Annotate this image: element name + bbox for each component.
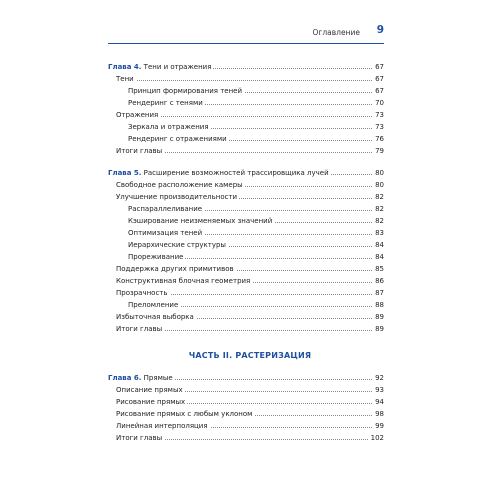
toc-entry-title: Рисование прямых [116,398,186,406]
toc-entry-title: Оптимизация теней [128,229,203,237]
toc-entry-title: Прямые [143,374,173,382]
toc-entry-title: Описание прямых [116,386,183,394]
chapter-label: Глава 4. [108,63,142,71]
toc-entry-title: Тени [116,75,134,83]
chapter-label: Глава 5. [108,169,142,177]
part-heading: ЧАСТЬ II. РАСТЕРИЗАЦИЯ [188,351,312,360]
toc-entry[interactable] [116,191,384,203]
toc-page-number: 82 [375,205,384,213]
toc-entry-title: Рисование прямых с любым уклоном [116,410,253,418]
header-page-number: 9 [376,24,384,36]
dot-leader [116,80,384,81]
toc-entry-title: Линейная интерполяция [116,422,208,430]
toc-page-number: 85 [375,265,384,273]
toc-page-number: 94 [375,398,384,406]
toc-page-number: 83 [375,229,384,237]
toc-entry[interactable] [116,179,384,191]
toc-page-number: 82 [375,193,384,201]
toc-entry[interactable] [116,287,384,299]
toc-page-number: 102 [370,434,384,442]
header-rule [108,43,384,44]
toc-entry[interactable] [128,85,384,97]
toc-entry-title: Зеркала и отражения [128,123,209,131]
toc-entry[interactable] [116,432,384,444]
toc-page-number: 87 [375,289,384,297]
toc-entry[interactable] [116,420,384,432]
toc-entry[interactable] [116,263,384,275]
toc-entry-title: Отражения [116,111,159,119]
toc-entry[interactable] [128,203,384,215]
toc-page-number: 67 [375,63,384,71]
toc-entry-title: Тени и отражения [143,63,212,71]
toc-entry-title: Иерархические структуры [128,241,226,249]
toc-page-number: 76 [375,135,384,143]
toc-entry-title: Прозрачность [116,289,168,297]
toc-page-number: 92 [375,374,384,382]
toc-entry-title: Принцип формирования теней [128,87,243,95]
toc-chapter-4[interactable] [108,61,384,73]
toc-entry[interactable] [116,323,384,335]
toc-page-number: 99 [375,422,384,430]
toc-entry-title: Поддержка других примитивов [116,265,234,273]
toc-entry-title: Итоги главы [116,325,163,333]
toc-entry[interactable] [128,251,384,263]
toc-entry-title: Рендеринг с тенями [128,99,203,107]
toc-page-number: 98 [375,410,384,418]
toc-entry[interactable] [128,133,384,145]
running-header [108,24,384,40]
toc-entry[interactable] [116,396,384,408]
toc-entry[interactable] [128,121,384,133]
toc-entry[interactable] [128,97,384,109]
toc-page-number: 79 [375,147,384,155]
toc-entry[interactable] [128,215,384,227]
toc-entry[interactable] [116,275,384,287]
toc-entry-title: Улучшение производительности [116,193,238,201]
toc-page-number: 80 [375,181,384,189]
toc-entry-title: Кэширование неизменяемых значений [128,217,273,225]
toc-entry-title: Итоги главы [116,434,163,442]
header-title: Оглавление [312,28,360,37]
toc-page-number: 80 [375,169,384,177]
toc-entry-title: Распараллеливание [128,205,203,213]
toc-entry[interactable] [116,384,384,396]
toc-entry-title: Расширение возможностей трассировщика лучей [143,169,329,177]
toc-entry-title: Избыточная выборка [116,313,194,321]
toc-page-number: 84 [375,241,384,249]
toc-entry[interactable] [128,227,384,239]
toc-page-number: 82 [375,217,384,225]
toc-entry-title: Итоги главы [116,147,163,155]
toc-entry[interactable] [116,408,384,420]
toc-entry-title: Рендеринг с отражениями [128,135,227,143]
toc-page-number: 93 [375,386,384,394]
toc-entry[interactable] [116,73,384,85]
toc-entry[interactable] [128,239,384,251]
toc-page-number: 86 [375,277,384,285]
toc-entry[interactable] [128,299,384,311]
toc-page-number: 73 [375,123,384,131]
toc-entry[interactable] [116,109,384,121]
toc-page-number: 73 [375,111,384,119]
toc-page-number: 84 [375,253,384,261]
toc-page-number: 88 [375,301,384,309]
toc-page-number: 67 [375,87,384,95]
toc-entry-title: Свободное расположение камеры [116,181,243,189]
toc-page-number: 89 [375,325,384,333]
toc-chapter-5[interactable] [108,167,384,179]
toc-page-number: 67 [375,75,384,83]
toc-entry-title: Прореживание [128,253,184,261]
toc-entry[interactable] [116,311,384,323]
toc-entry-title: Конструктивная блочная геометрия [116,277,251,285]
toc-entry-title: Преломление [128,301,179,309]
toc-chapter-6[interactable] [108,372,384,384]
chapter-label: Глава 6. [108,374,142,382]
toc-page-number: 89 [375,313,384,321]
toc-page-number: 70 [375,99,384,107]
toc-entry[interactable] [116,145,384,157]
